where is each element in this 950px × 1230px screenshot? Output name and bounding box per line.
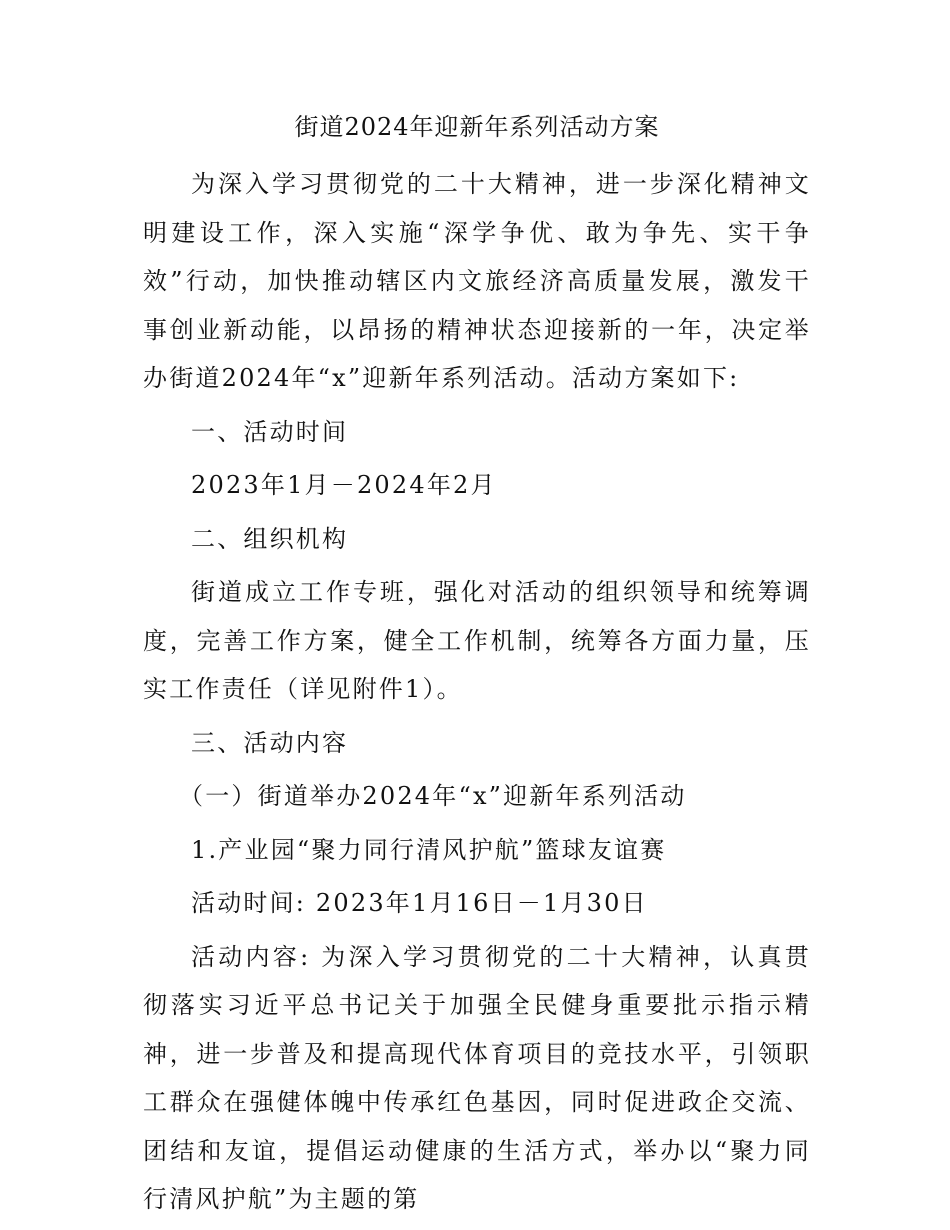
item1-time: 活动时间: 2023年1月16日－1月30日 — [191, 889, 648, 917]
document-title: 街道2024年迎新年系列活动方案 — [294, 113, 660, 141]
section3-subheading: （一）街道举办2024年“x”迎新年系列活动 — [179, 782, 687, 810]
section1-heading: 一、活动时间 — [191, 417, 349, 446]
document-page — [143, 100, 811, 1224]
section2-heading: 二、组织机构 — [191, 524, 349, 553]
section3-heading: 三、活动内容 — [191, 728, 349, 757]
item1-content: 活动内容: 为深入学习贯彻党的二十大精神，认真贯彻落实习近平总书记关于加强全民健身重要批示指示精神，进一步普及和提高现代体育项目的竞技水平，引领职工群众在强健体魄中传承红色基因，同时促进政企交流、团结和友谊，提倡运动健康的生活方式，举办以“聚力同行清风护航”为主题的第 — [143, 942, 811, 1213]
section1-content: 2023年1月－2024年2月 — [191, 471, 497, 499]
item1-title: 1.产业园“聚力同行清风护航”篮球友谊赛 — [191, 835, 667, 864]
section2-content: 街道成立工作专班，强化对活动的组织领导和统筹调度，完善工作方案，健全工作机制，统筹各方面力量，压实工作责任（详见附件1）。 — [143, 578, 811, 703]
intro-paragraph: 为深入学习贯彻党的二十大精神，进一步深化精神文明建设工作，深入实施“深学争优、敢为争先、实干争效”行动，加快推动辖区内文旅经济高质量发展，激发干事创业新动能，以昂扬的精神状态迎接新的一年，决定举办街道2024年“x”迎新年系列活动。活动方案如下: — [143, 170, 811, 392]
